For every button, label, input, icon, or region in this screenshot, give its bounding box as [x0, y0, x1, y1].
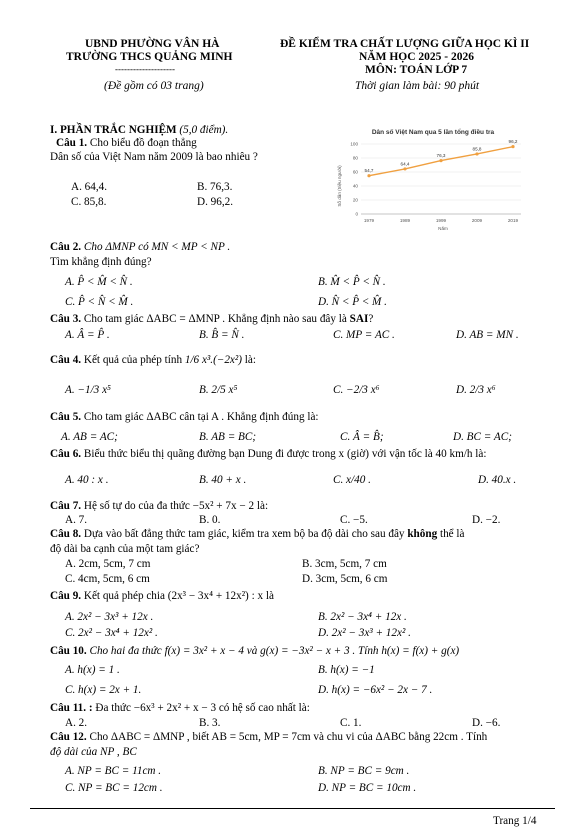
q12-option-a[interactable]: A. NP = BC = 11cm . [65, 765, 162, 777]
chart-data-label: 76,3 [436, 153, 446, 159]
q4-option-c[interactable]: C. −2/3 x⁶ [333, 384, 380, 396]
q11-option-c[interactable]: C. 1. [340, 717, 362, 729]
chart-ylabel: Số dân (triệu người) [337, 165, 342, 207]
q9-option-a[interactable]: A. 2x² − 3x³ + 12x . [65, 611, 154, 623]
q4-option-b[interactable]: B. 2/5 x⁵ [199, 384, 238, 396]
chart-data-label: 96,2 [508, 139, 518, 145]
q10-option-c[interactable]: C. h(x) = 2x + 1. [65, 684, 142, 696]
q2-option-b[interactable]: B. M̂ < P̂ < N̂ . [318, 276, 386, 288]
q-label: Câu 4. [50, 354, 82, 366]
q-label: Câu 5. [50, 411, 82, 423]
q1-option-c[interactable]: C. 85,8. [71, 196, 107, 208]
chart-ytick-label: 60 [352, 169, 358, 175]
chart-xtick-label: 1979 [363, 218, 375, 223]
q3-option-a[interactable]: A. Â = P̂ . [65, 329, 110, 341]
q12-text2: độ dài của NP , BC [50, 746, 137, 758]
q8-option-b[interactable]: B. 3cm, 5cm, 7 cm [302, 558, 387, 570]
q1-option-d[interactable]: D. 96,2. [197, 196, 234, 208]
population-chart [333, 124, 531, 236]
chart-data-label: 64,4 [400, 161, 410, 167]
question-2 [50, 241, 230, 253]
chart-point [439, 159, 442, 162]
q8-option-a[interactable]: A. 2cm, 5cm, 7 cm [65, 558, 151, 570]
q3-option-d[interactable]: D. AB = MN . [456, 329, 519, 341]
exam-title: ĐỀ KIỂM TRA CHẤT LƯỢNG GIỮA HỌC KÌ II [280, 38, 530, 50]
chart-data-label: 54,7 [364, 168, 374, 174]
q1-text2: Dân số của Việt Nam năm 2009 là bao nhiêu ? [50, 151, 258, 163]
q-label: Câu 11. : [50, 702, 93, 714]
q11-option-b[interactable]: B. 3. [199, 717, 221, 729]
q-text: Hệ số tự do của đa thức −5x² + 7x − 2 là: [83, 500, 269, 512]
q-text: Cho tam giác ΔABC cân tại A . Khẳng định đúng là: [83, 411, 319, 423]
question-10 [50, 645, 459, 657]
subject: MÔN: TOÁN LỚP 7 [365, 64, 468, 76]
q7-option-c[interactable]: C. −5. [340, 514, 368, 526]
chart-title: Dân số Việt Nam qua 5 lần tổng điều tra [371, 129, 495, 136]
q8-option-d[interactable]: D. 3cm, 5cm, 6 cm [302, 573, 388, 585]
q12-option-b[interactable]: B. NP = BC = 9cm . [318, 765, 410, 777]
chart-ytick-label: 40 [352, 183, 358, 189]
q3-option-b[interactable]: B. B̂ = N̂ . [199, 329, 245, 341]
q5-option-b[interactable]: B. AB = BC; [199, 431, 257, 443]
q-expression: 1/6 x³.(−2x²) [184, 354, 242, 366]
q2-option-c[interactable]: C. P̂ < N̂ < M̂ . [65, 296, 134, 308]
q7-option-d[interactable]: D. −2. [472, 514, 501, 526]
page-count-note: (Đề gồm có 03 trang) [104, 80, 204, 92]
q-label: Câu 6. [50, 448, 82, 460]
section-title-text: I. PHẦN TRẮC NGHIỆM [50, 124, 177, 136]
chart-ytick-label: 20 [352, 197, 358, 203]
q1-option-a[interactable]: A. 64,4. [71, 181, 108, 193]
q6-option-d[interactable]: D. 40.x . [478, 474, 517, 486]
q10-option-d[interactable]: D. h(x) = −6x² − 2x − 7 . [318, 684, 433, 696]
q-text: Kết quả của phép tính [83, 354, 183, 366]
q5-option-d[interactable]: D. BC = AC; [453, 431, 512, 443]
question-5 [50, 411, 319, 423]
page-number: Trang 1/4 [493, 815, 537, 827]
section-points: (5,0 điểm). [179, 124, 229, 136]
q-keyword: SAI [349, 313, 369, 325]
q-end: ? [368, 313, 374, 325]
question-8 [50, 528, 465, 540]
q2-text2: Tìm khẳng định đúng? [50, 256, 152, 268]
q11-option-d[interactable]: D. −6. [472, 717, 501, 729]
q10-option-b[interactable]: B. h(x) = −1 [318, 664, 375, 676]
question-6 [50, 448, 486, 460]
q-label: Câu 1. [56, 137, 88, 149]
chart-point [367, 174, 370, 177]
q-label: Câu 3. [50, 313, 82, 325]
q-text: Cho tam giác ΔABC = ΔMNP . Khẳng định nào sau đây là [83, 313, 347, 325]
q9-option-c[interactable]: C. 2x² − 3x⁴ + 12x² . [65, 627, 158, 639]
q-label: Câu 12. [50, 731, 87, 743]
q-label: Câu 2. [50, 241, 82, 253]
question-11 [50, 702, 310, 714]
q3-option-c[interactable]: C. MP = AC . [333, 329, 395, 341]
q4-option-a[interactable]: A. −1/3 x⁵ [65, 384, 111, 396]
question-1 [56, 137, 197, 149]
school-district: UBND PHƯỜNG VÂN HÀ [85, 38, 220, 50]
chart-ytick-label: 80 [352, 155, 358, 161]
q-text-end: thể là [439, 528, 465, 540]
section-title [50, 124, 228, 136]
chart-xtick-label: 1989 [399, 218, 411, 223]
question-3 [50, 313, 373, 325]
q5-option-a[interactable]: A. AB = AC; [61, 431, 118, 443]
chart-ytick-label: 0 [355, 211, 358, 217]
q-label: Câu 9. [50, 590, 82, 602]
q4-option-d[interactable]: D. 2/3 x⁶ [456, 384, 496, 396]
q7-option-b[interactable]: B. 0. [199, 514, 221, 526]
q-text: Kết quả phép chia (2x³ − 3x⁴ + 12x²) : x là [83, 590, 274, 602]
q-text: Cho hai đa thức f(x) = 3x² + x − 4 và g(x) = −3x² − x + 3 . Tính h(x) = f(x) + g(x) [89, 645, 460, 657]
chart-point [403, 167, 406, 170]
q12-option-c[interactable]: C. NP = BC = 12cm . [65, 782, 163, 794]
chart-xlabel: Năm [438, 226, 448, 231]
question-9 [50, 590, 274, 602]
q-label: Câu 7. [50, 500, 82, 512]
q-text: Cho ΔMNP có MN < MP < NP . [83, 241, 231, 253]
q7-option-a[interactable]: A. 7. [65, 514, 88, 526]
q9-option-b[interactable]: B. 2x² − 3x⁴ + 12x . [318, 611, 407, 623]
q6-option-a[interactable]: A. 40 : x . [65, 474, 109, 486]
q2-option-d[interactable]: D. N̂ < P̂ < M̂ . [318, 296, 387, 308]
q-keyword: không [407, 528, 438, 540]
question-7 [50, 500, 268, 512]
time-limit: Thời gian làm bài: 90 phút [355, 80, 480, 92]
header-separator: -------------------- [115, 64, 175, 74]
q-label: Câu 10. [50, 645, 87, 657]
q-text: Biểu thức biểu thị quãng đường bạn Dung đi được trong x (giờ) với vận tốc là 40 km/h là: [83, 448, 487, 460]
q9-option-d[interactable]: D. 2x² − 3x³ + 12x² . [318, 627, 411, 639]
q10-option-a[interactable]: A. h(x) = 1 . [65, 664, 120, 676]
population-chart-svg [333, 124, 531, 236]
chart-xtick-label: 2019 [507, 218, 519, 223]
q-end: là: [244, 354, 256, 366]
question-12 [50, 731, 487, 743]
q6-option-c[interactable]: C. x/40 . [333, 474, 371, 486]
school-year: NĂM HỌC 2025 - 2026 [359, 51, 474, 63]
q-label: Câu 8. [50, 528, 82, 540]
footer-divider [30, 808, 555, 809]
question-4 [50, 354, 256, 366]
q12-option-d[interactable]: D. NP = BC = 10cm . [318, 782, 417, 794]
q1-option-b[interactable]: B. 76,3. [197, 181, 233, 193]
q-text: Đa thức −6x³ + 2x² + x − 3 có hệ số cao nhất là: [95, 702, 310, 714]
q8-option-c[interactable]: C. 4cm, 5cm, 6 cm [65, 573, 150, 585]
q-text: Cho biểu đồ đoạn thẳng [89, 137, 197, 149]
q5-option-c[interactable]: C. Â = B̂; [340, 431, 384, 443]
chart-xtick-label: 1999 [435, 218, 447, 223]
q8-text2: độ dài ba cạnh của một tam giác? [50, 543, 200, 555]
chart-ytick-label: 100 [350, 141, 358, 147]
q11-option-a[interactable]: A. 2. [65, 717, 88, 729]
school-name: TRƯỜNG THCS QUẢNG MINH [66, 51, 233, 63]
chart-xtick-label: 2009 [471, 218, 483, 223]
q2-option-a[interactable]: A. P̂ < M̂ < N̂ . [65, 276, 133, 288]
chart-data-label: 85,8 [472, 146, 482, 152]
chart-point [475, 152, 478, 155]
chart-point [511, 145, 514, 148]
q-text: Cho ΔABC = ΔMNP , biết AB = 5cm, MP = 7cm và chu vi của ΔABC bằng 22cm . Tính [89, 731, 488, 743]
q-text: Dựa vào bất đẳng thức tam giác, kiểm tra xem bộ ba độ dài cho sau đây [83, 528, 405, 540]
q6-option-b[interactable]: B. 40 + x . [199, 474, 247, 486]
